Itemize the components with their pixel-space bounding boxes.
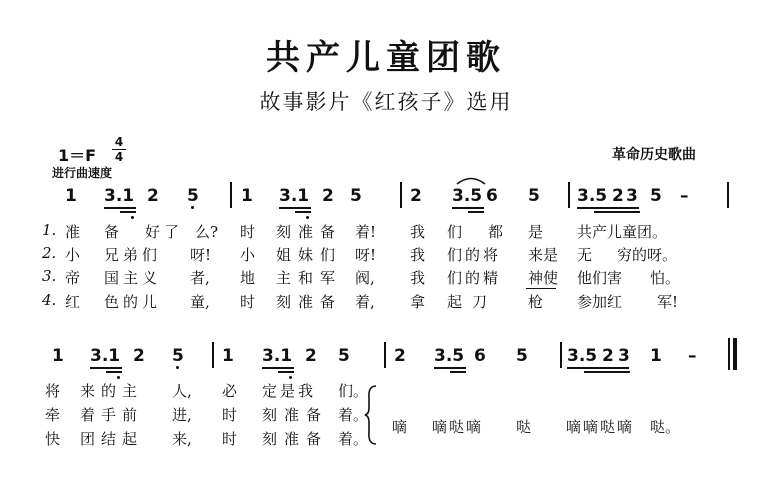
lyric: 刻准备 (276, 293, 343, 311)
lyric: 他们害 (577, 269, 623, 287)
lyric: 来的主 (80, 382, 144, 400)
low-octave-dot (131, 216, 134, 219)
lyric: 都 (488, 223, 504, 241)
beam-underline (594, 211, 640, 213)
bar-line (568, 182, 570, 208)
note: 1 (241, 186, 253, 206)
tempo-marking: 进行曲速度 (52, 166, 113, 180)
lyric: 姐妹们 (276, 246, 343, 264)
bar-line (400, 182, 402, 208)
note: 2 (410, 186, 422, 206)
bar-line (212, 342, 214, 368)
verse-number: 2. (42, 244, 57, 262)
note: 3.5 (434, 346, 465, 366)
lyric: 共产儿童团。 (577, 223, 668, 241)
note: 2 (147, 186, 159, 206)
verse-row-1 (42, 221, 56, 239)
slur-mark (455, 175, 487, 185)
lyric: 着手前 (80, 406, 144, 424)
beam-underline (584, 371, 630, 373)
lyric: 国主义 (104, 269, 162, 287)
lyric: 嘀哒嘀 (432, 418, 484, 436)
lyric: 嘀嘀哒嘀 (566, 418, 635, 436)
lyric: 我 (410, 269, 426, 287)
song-subtitle: 故事影片《红孩子》选用 (259, 90, 513, 114)
note: 2 (602, 346, 614, 366)
note: 6 (486, 186, 498, 206)
beam-underline (104, 207, 136, 209)
lyric: 时 (240, 293, 256, 311)
beam-underline (450, 371, 466, 373)
lyric: 来, (172, 430, 192, 448)
note: 2 (133, 346, 145, 366)
verse-brace (364, 384, 380, 446)
lyric: 刻准备 (262, 406, 329, 424)
lyric: 时 (222, 430, 238, 448)
note: 2 (322, 186, 334, 206)
lyric: 备 (104, 223, 120, 241)
lyric: 着! (355, 223, 377, 241)
low-octave-dot (117, 376, 120, 379)
beam-underline (567, 367, 629, 369)
lyric: 帝 (65, 269, 81, 287)
lyric: 参加红 (577, 293, 623, 311)
lyric: 时 (240, 223, 256, 241)
beam-underline (279, 207, 311, 209)
lyric: 军! (657, 293, 679, 311)
lyric: 们的将 (447, 246, 502, 264)
note: 2 (612, 186, 624, 206)
lyric: 将 (45, 382, 61, 400)
beam-underline (452, 207, 484, 209)
note: 5 (187, 186, 199, 206)
lyric: 主和军 (276, 269, 343, 287)
lyric: 人, (172, 382, 192, 400)
time-signature-top: 4 (114, 135, 124, 149)
lyric: 嘀 (392, 418, 408, 436)
beam-underline (434, 367, 466, 369)
lyric: 准 (65, 223, 81, 241)
composer-credit: 革命历史歌曲 (612, 147, 696, 163)
note: – (680, 186, 689, 206)
bar-line (384, 342, 386, 368)
verse-number: 4. (42, 291, 57, 309)
lyric: 我 (410, 223, 426, 241)
lyric: 小 (65, 246, 81, 264)
note: 1 (650, 346, 662, 366)
lyric: 定是我 (262, 382, 317, 400)
lyric: 者, (190, 269, 210, 287)
lyric: 地 (240, 269, 256, 287)
lyric: 快 (45, 430, 61, 448)
lyric: 呀! (190, 246, 212, 264)
lyric: 来是 (528, 246, 559, 264)
time-signature (112, 136, 126, 163)
verse-number: 3. (42, 267, 57, 285)
lyric: 们的精 (447, 269, 502, 287)
bar-line (230, 182, 232, 208)
lyric: 牵 (45, 406, 61, 424)
note: 5 (338, 346, 350, 366)
low-octave-dot (176, 366, 179, 369)
time-signature-bottom: 4 (114, 150, 124, 164)
beam-underline (90, 367, 122, 369)
lyric: 必 (222, 382, 238, 400)
bar-line (727, 182, 729, 208)
lyric: 神使 (528, 269, 559, 287)
note: 2 (394, 346, 406, 366)
low-octave-dot (306, 216, 309, 219)
lyric: 着。 (338, 406, 369, 424)
note: 5 (172, 346, 184, 366)
lyric: 无 (577, 246, 593, 264)
beam-underline (262, 367, 294, 369)
note: 2 (305, 346, 317, 366)
lyric: 们 (447, 223, 463, 241)
lyric: 拿 (410, 293, 426, 311)
lyric-underline (526, 288, 556, 289)
note: 3 (618, 346, 630, 366)
low-octave-dot (191, 206, 194, 209)
note: 3.5 (452, 186, 483, 206)
note: 5 (350, 186, 362, 206)
beam-underline (278, 371, 294, 373)
lyric: 们。 (338, 382, 369, 400)
beam-underline (577, 207, 639, 209)
note: – (688, 346, 697, 366)
final-bar-thick (733, 338, 737, 370)
lyric: 哒。 (650, 418, 681, 436)
key-signature: 1＝F (58, 146, 97, 165)
lyric: 小 (240, 246, 256, 264)
note: 6 (474, 346, 486, 366)
lyric: 色的儿 (104, 293, 162, 311)
note: 1 (65, 186, 77, 206)
lyric: 着, (355, 293, 375, 311)
lyric: 刻准备 (276, 223, 343, 241)
verse-number: 1. (42, 221, 57, 239)
bar-line (560, 342, 562, 368)
song-title: 共产儿童团歌 (266, 38, 506, 78)
lyric: 进, (172, 406, 192, 424)
beam-underline (106, 371, 122, 373)
lyric: 兄弟们 (104, 246, 162, 264)
note: 3.5 (577, 186, 608, 206)
final-bar-thin (728, 338, 730, 370)
lyric: 时 (222, 406, 238, 424)
note: 3.1 (279, 186, 310, 206)
lyric: 起刀 (447, 293, 498, 311)
lyric: 刻准备 (262, 430, 329, 448)
lyric: 童, (190, 293, 210, 311)
beam-underline (468, 211, 484, 213)
lyric: 我 (410, 246, 426, 264)
lyric: 枪 (528, 293, 544, 311)
lyric: 团结起 (80, 430, 144, 448)
beam-underline (120, 211, 136, 213)
note: 5 (528, 186, 540, 206)
lyric: 怕。 (650, 269, 681, 287)
note: 3.1 (104, 186, 135, 206)
lyric: 着。 (338, 430, 369, 448)
low-octave-dot (289, 376, 292, 379)
lyric: 好了 (145, 223, 184, 241)
note: 5 (650, 186, 662, 206)
lyric: 么? (195, 223, 219, 241)
lyric: 呀! (355, 246, 377, 264)
lyric: 哒 (516, 418, 532, 436)
beam-underline (295, 211, 311, 213)
note: 1 (52, 346, 64, 366)
note: 3.5 (567, 346, 598, 366)
note: 3.1 (262, 346, 293, 366)
note: 3 (626, 186, 638, 206)
lyric: 阀, (355, 269, 375, 287)
note: 1 (222, 346, 234, 366)
lyric: 红 (65, 293, 81, 311)
lyric: 是 (528, 223, 544, 241)
lyric: 穷的呀。 (617, 246, 678, 264)
note: 5 (516, 346, 528, 366)
note: 3.1 (90, 346, 121, 366)
